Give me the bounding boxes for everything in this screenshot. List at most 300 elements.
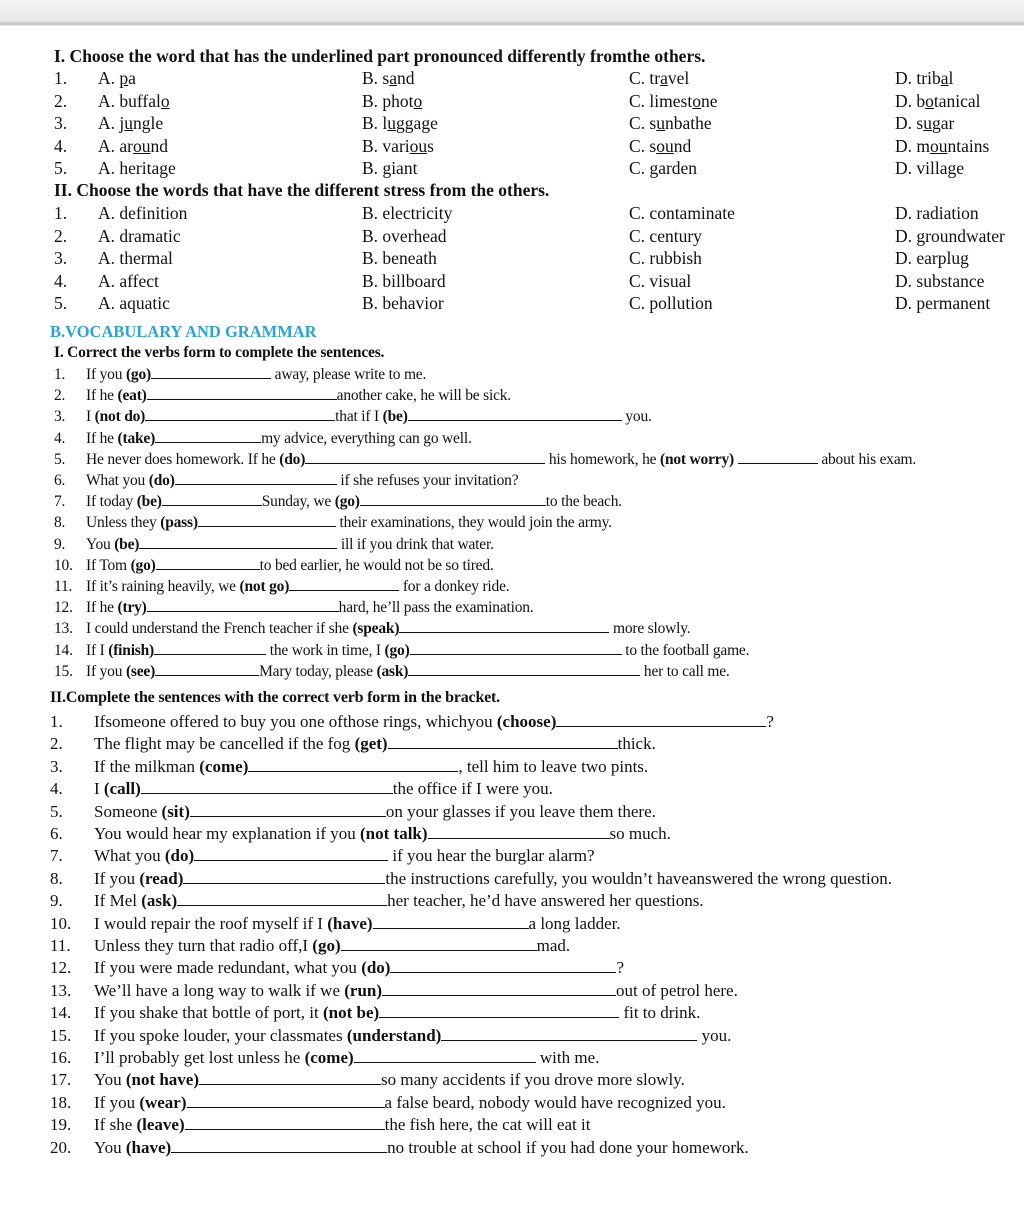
sentence: [94, 779, 553, 799]
sentence: [86, 451, 916, 469]
answer-blank[interactable]: [428, 837, 610, 839]
sentence-text: The flight may be cancelled if the fog: [94, 734, 355, 754]
verb-hint: (not have): [125, 1070, 200, 1090]
underlined-part: a: [940, 68, 949, 88]
option-text: nbathe: [664, 113, 712, 133]
answer-blank[interactable]: [388, 747, 618, 749]
sentence-text: to bed earlier, he would not be so tired.: [259, 556, 494, 574]
answer-option-b[interactable]: B. electricity: [362, 203, 453, 223]
option-text: gar: [931, 113, 955, 133]
option-text: nd: [397, 68, 415, 88]
option-text: vel: [667, 68, 690, 88]
option-text: ne: [700, 90, 718, 111]
answer-option-c[interactable]: [629, 158, 697, 179]
answer-option-b[interactable]: [362, 136, 434, 157]
verb-hint: (understand): [346, 1025, 442, 1045]
sentence: [86, 557, 494, 575]
sentence-number: 18.: [50, 1092, 72, 1112]
underlined-part: o: [160, 90, 170, 111]
sentence-text: their examinations, they would join the army.: [335, 514, 612, 532]
underlined-part: ou: [132, 135, 151, 156]
sentence-text: mad.: [536, 936, 571, 955]
sentence-text: I: [86, 408, 95, 426]
sentence-text: Sunday, we: [261, 493, 335, 511]
answer-option-d[interactable]: D. substance: [895, 270, 985, 291]
verb-hint: (sit): [161, 801, 190, 821]
answer-option-a[interactable]: A. definition: [98, 203, 188, 223]
section-b-heading: B.VOCABULARY AND GRAMMAR: [50, 322, 317, 341]
option-text: a: [128, 68, 136, 88]
sentence-text: If you spoke louder, your classmates: [94, 1025, 347, 1045]
sentence-text: You: [94, 1070, 126, 1090]
part2-title: II. Choose the words that have the different stress from the others.: [54, 180, 550, 200]
answer-option-b[interactable]: [362, 68, 415, 89]
sentence-text: a false beard, nobody would have recognized you.: [384, 1092, 726, 1112]
sentence-number: 9.: [54, 535, 66, 553]
option-text: e: [167, 158, 176, 178]
sentence: [94, 1138, 749, 1158]
answer-option-c[interactable]: C. visual: [629, 270, 692, 291]
answer-blank[interactable]: [139, 547, 337, 549]
sentence-text: so many accidents if you drove more slowly.: [381, 1070, 685, 1090]
sentence-text: If Tom: [86, 556, 131, 574]
option-text: ntains: [947, 135, 990, 156]
sentence-text: What you: [86, 472, 149, 489]
verb-hint: (choose): [496, 712, 557, 731]
sentence-number: 2.: [54, 387, 66, 405]
sentence-text: thick.: [617, 734, 656, 754]
sentence: [94, 981, 738, 1001]
sentence-text: I would repair the roof myself if I: [94, 913, 328, 933]
verb-hint: (be): [114, 535, 140, 553]
sentence-text: If you: [94, 868, 140, 888]
answer-blank[interactable]: [194, 859, 388, 861]
sentence-number: 8.: [54, 514, 66, 532]
answer-option-d[interactable]: [895, 136, 989, 157]
answer-blank[interactable]: [305, 462, 545, 464]
sentence-text: I could understand the French teacher if she: [86, 620, 353, 638]
verb-hint: (come): [304, 1048, 354, 1067]
answer-blank[interactable]: [154, 653, 266, 655]
option-text: A. j: [98, 113, 125, 133]
sentence-text: If you: [86, 366, 126, 383]
answer-option-c[interactable]: [629, 91, 717, 112]
verb-hint: (not be): [322, 1003, 380, 1023]
sentence-number: 12.: [54, 599, 73, 617]
answer-blank[interactable]: [408, 419, 622, 421]
answer-option-c[interactable]: [629, 68, 689, 89]
verb-hint: (do): [148, 472, 175, 489]
sentence-text: If he: [86, 429, 118, 447]
verb-hint: (wear): [139, 1092, 187, 1112]
verb-hint: (go): [130, 556, 156, 574]
answer-blank[interactable]: [354, 1061, 536, 1063]
sentence: [86, 387, 511, 405]
underlined-part: o: [692, 90, 701, 111]
answer-option-d[interactable]: [895, 113, 954, 134]
answer-option-a[interactable]: [98, 68, 136, 89]
sentence-number: 7.: [54, 493, 66, 511]
answer-blank[interactable]: [155, 441, 261, 443]
answer-blank[interactable]: [441, 1039, 697, 1041]
sentence-text: so much.: [609, 824, 671, 843]
sentence-text: If you shake that bottle of port, it: [94, 1003, 323, 1023]
question-number: 5.: [54, 293, 68, 313]
option-text: B. l: [362, 113, 388, 133]
sentence-number: 2.: [50, 734, 63, 754]
answer-blank[interactable]: [410, 653, 622, 655]
question-number: 4.: [54, 270, 68, 291]
underlined-part: u: [923, 113, 932, 133]
verb-hint: (pass): [160, 514, 198, 532]
answer-blank[interactable]: [341, 949, 537, 951]
answer-blank[interactable]: [155, 674, 259, 676]
answer-option-d[interactable]: [895, 91, 981, 112]
underlined-part: u: [387, 113, 397, 133]
underlined-part: g: [382, 158, 392, 178]
option-text: D. b: [895, 90, 926, 111]
sentence-text: What you: [94, 846, 165, 866]
answer-option-a[interactable]: [98, 113, 163, 134]
verb-hint: (have): [125, 1137, 172, 1157]
option-text: l: [948, 68, 954, 88]
answer-option-a[interactable]: [98, 136, 168, 157]
answer-blank[interactable]: [390, 971, 616, 973]
answer-option-a[interactable]: [98, 158, 176, 179]
sentence-number: 8.: [50, 868, 63, 888]
verb-hint: (be): [382, 408, 408, 426]
answer-blank[interactable]: [360, 504, 546, 506]
option-text: C.: [629, 158, 650, 178]
option-text: ggage: [396, 113, 438, 133]
verb-hint: (get): [354, 734, 388, 754]
underlined-part: a: [389, 68, 398, 88]
sentence-text: He never does homework. If he: [86, 450, 280, 468]
sentence-text: Unless they: [86, 514, 161, 532]
answer-blank[interactable]: [162, 504, 262, 506]
option-text: nd: [673, 135, 692, 156]
sentence-number: 13.: [50, 980, 72, 1000]
answer-blank[interactable]: [183, 882, 385, 884]
sentence: [86, 642, 749, 660]
sentence: [94, 936, 570, 956]
answer-blank[interactable]: [177, 904, 387, 906]
vocab1-title: I. Correct the verbs form to complete the sentences.: [54, 344, 385, 361]
sentence-number: 16.: [50, 1048, 72, 1067]
verb-hint: (do): [164, 846, 195, 866]
option-text: C. limest: [629, 90, 693, 111]
option-text: D. trib: [895, 68, 941, 88]
verb-hint: (eat): [117, 387, 147, 405]
sentence-number: 6.: [54, 472, 66, 489]
sentence: [86, 408, 652, 426]
sentence-number: 1.: [54, 366, 66, 383]
sentence-number: 1.: [50, 712, 63, 731]
sentence-text: for a donkey ride.: [399, 578, 510, 595]
answer-option-c[interactable]: C. rubbish: [629, 248, 702, 268]
answer-blank[interactable]: [248, 770, 458, 772]
verb-hint: (ask): [141, 891, 178, 911]
verb-hint: (go): [384, 641, 410, 659]
answer-option-d[interactable]: D. groundwater: [895, 225, 1005, 246]
answer-blank[interactable]: [147, 610, 339, 612]
answer-blank[interactable]: [399, 631, 609, 633]
answer-blank[interactable]: [187, 1106, 385, 1108]
sentence-number: 13.: [54, 620, 73, 638]
part1-title: I. Choose the word that has the underlined part pronounced differently fromthe others.: [54, 46, 706, 66]
sentence-number: 11.: [54, 578, 73, 595]
sentence: [94, 757, 648, 777]
sentence-text: If he: [86, 599, 118, 617]
sentence-text: Mary today, please: [259, 662, 377, 680]
sentence: [94, 1115, 590, 1135]
answer-blank[interactable]: [556, 725, 766, 727]
answer-option-c[interactable]: C. contaminate: [629, 203, 735, 223]
sentence: [94, 891, 704, 911]
answer-option-d[interactable]: D. radiation: [895, 203, 979, 223]
sentence-number: 20.: [50, 1137, 72, 1157]
sentence-text: You would hear my explanation if you: [94, 824, 360, 843]
answer-option-b[interactable]: B. overhead: [362, 225, 447, 246]
sentence: [94, 914, 621, 934]
answer-option-d[interactable]: D. permanent: [895, 293, 991, 313]
sentence: [94, 846, 595, 866]
sentence-text: If I: [86, 641, 109, 659]
sentence: [94, 1026, 731, 1046]
sentence-number: 5.: [50, 801, 63, 821]
answer-option-d[interactable]: [895, 68, 953, 89]
sentence-text: if you hear the burglar alarm?: [388, 846, 595, 866]
verb-hint: (see): [125, 662, 156, 680]
answer-blank[interactable]: [198, 525, 336, 527]
answer-option-d[interactable]: D. earplug: [895, 248, 969, 268]
option-text: s: [427, 135, 434, 156]
option-text: D. s: [895, 113, 924, 133]
question-number: 3.: [54, 113, 68, 133]
sentence-text: Ifsomeone offered to buy you one ofthose rings, whichyou: [94, 712, 497, 731]
answer-blank[interactable]: [199, 1083, 381, 1085]
verb-hint: (run): [344, 980, 383, 1000]
sentence: [94, 869, 892, 889]
answer-option-a[interactable]: A. affect: [98, 270, 159, 291]
sentence-text: that if I: [335, 408, 383, 426]
verb-hint: (take): [117, 429, 156, 447]
sentence-text: her teacher, he’d have answered her questions.: [387, 891, 704, 911]
sentence: [86, 514, 612, 532]
sentence-number: 4.: [50, 779, 63, 799]
option-text: A. ar: [98, 135, 133, 156]
verb-hint: (not do): [94, 408, 146, 426]
verb-hint: (go): [125, 366, 151, 383]
sentence-text: hard, he’ll pass the examination.: [338, 599, 534, 617]
sentence-number: 15.: [54, 662, 73, 680]
sentence-text: away, please write to me.: [270, 366, 427, 383]
sentence-text: a long ladder.: [528, 913, 621, 933]
answer-option-a[interactable]: A. thermal: [98, 248, 173, 268]
sentence-text: no trouble at school if you had done your homework.: [387, 1137, 749, 1157]
underlined-part: p: [119, 68, 129, 88]
answer-option-b[interactable]: [362, 158, 417, 179]
option-text: C. tr: [629, 68, 661, 88]
option-text: B. phot: [362, 90, 414, 111]
sentence-text: If you: [86, 662, 126, 680]
sentence: [86, 493, 622, 511]
sentence-text: If he: [86, 387, 118, 405]
sentence-text: I’ll probably get lost unless he: [94, 1048, 305, 1067]
sentence-text: on your glasses if you leave them there.: [385, 801, 656, 821]
sentence-number: 7.: [50, 846, 63, 866]
sentence-text: If you were made redundant, what you: [94, 958, 362, 978]
sentence-text: his homework, he: [545, 450, 660, 468]
answer-blank[interactable]: [185, 1128, 385, 1130]
underlined-part: o: [413, 90, 423, 111]
sentence-text: the fish here, the cat will eat it: [384, 1115, 591, 1135]
sentence-text: you.: [621, 408, 652, 426]
sentence-number: 3.: [50, 756, 63, 776]
verb-hint: (do): [361, 958, 391, 978]
option-text: B.: [362, 158, 383, 178]
verb-hint: (try): [117, 599, 147, 617]
sentence: [86, 578, 509, 596]
sentence-text: If Mel: [94, 891, 142, 911]
sentence-text: out of petrol here.: [616, 980, 738, 1000]
answer-blank[interactable]: [175, 483, 337, 485]
answer-blank[interactable]: [171, 1151, 387, 1153]
sentence-text: We’ll have a long way to walk if we: [94, 980, 345, 1000]
answer-option-c[interactable]: C. pollution: [629, 293, 713, 313]
answer-blank[interactable]: [379, 1016, 619, 1018]
answer-blank[interactable]: [147, 398, 337, 400]
question-number: 4.: [54, 135, 68, 156]
sentence-text: ?: [766, 712, 774, 731]
sentence: [86, 430, 472, 448]
sentence-number: 15.: [50, 1025, 72, 1045]
answer-option-b[interactable]: B. billboard: [362, 270, 446, 291]
verb-hint: (not go): [239, 578, 290, 595]
answer-option-b[interactable]: [362, 113, 438, 134]
answer-blank[interactable]: [408, 674, 640, 676]
underlined-part: g: [649, 158, 659, 178]
underlined-part: ou: [930, 135, 948, 156]
verb-hint: (not worry): [659, 450, 734, 468]
answer-option-b[interactable]: B. beneath: [362, 248, 437, 268]
underlined-part: ou: [656, 135, 674, 156]
answer-blank[interactable]: [151, 377, 271, 379]
sentence-number: 6.: [50, 824, 63, 843]
option-text: C. s: [629, 135, 657, 156]
answer-blank[interactable]: [289, 589, 399, 591]
verb-hint: (speak): [352, 620, 400, 638]
verb-hint: (leave): [136, 1115, 185, 1135]
sentence-text: [734, 451, 738, 468]
sentence: [86, 366, 426, 384]
option-text: A. buffal: [98, 90, 161, 111]
sentence-text: my advice, everything can go well.: [261, 429, 472, 447]
answer-option-a[interactable]: A. aquatic: [98, 293, 170, 313]
answer-blank[interactable]: [141, 792, 393, 794]
option-text: D. m: [895, 135, 930, 156]
sentence-text: If today: [86, 493, 137, 511]
sentence-number: 4.: [54, 429, 66, 447]
answer-option-b[interactable]: [362, 91, 422, 112]
sentence: [94, 1093, 726, 1113]
option-text: B. vari: [362, 135, 410, 156]
sentence-text: about his exam.: [817, 450, 917, 468]
sentence-number: 17.: [50, 1070, 72, 1090]
sentence-text: You: [86, 535, 115, 553]
sentence: [94, 958, 624, 978]
answer-option-b[interactable]: B. behavior: [362, 293, 444, 313]
sentence-text: If she: [94, 1115, 137, 1135]
question-number: 2.: [54, 90, 68, 111]
sentence-text: to the beach.: [545, 493, 622, 511]
sentence-number: 14.: [50, 1003, 72, 1023]
answer-option-a[interactable]: [98, 91, 170, 112]
answer-blank[interactable]: [738, 462, 818, 464]
sentence-number: 14.: [54, 641, 73, 659]
underlined-part: u: [656, 113, 665, 133]
sentence-text: If it’s raining heavily, we: [86, 578, 240, 595]
sentence-text: Unless they turn that radio off,I: [94, 936, 313, 955]
option-text: A. herita: [98, 158, 160, 178]
answer-option-c[interactable]: [629, 113, 712, 134]
option-text: ngle: [133, 113, 164, 133]
answer-blank[interactable]: [382, 994, 616, 996]
sentence-text: fit to drink.: [619, 1003, 701, 1023]
underlined-part: u: [124, 113, 133, 133]
verb-hint: (be): [136, 493, 162, 511]
sentence-text: you.: [697, 1025, 732, 1045]
option-text: B. s: [362, 68, 390, 88]
question-number: 5.: [54, 158, 68, 178]
sentence: [86, 536, 494, 554]
verb-hint: (ask): [376, 662, 409, 680]
verb-hint: (call): [103, 779, 141, 799]
underlined-part: a: [660, 68, 668, 88]
sentence-text: If the milkman: [94, 756, 200, 776]
underlined-part: o: [925, 90, 934, 111]
sentence-number: 12.: [50, 958, 72, 978]
answer-option-a[interactable]: A. dramatic: [98, 225, 181, 246]
option-text: C. s: [629, 113, 657, 133]
verb-hint: (have): [327, 913, 373, 933]
answer-option-d[interactable]: [895, 158, 964, 179]
verb-hint: (go): [312, 936, 341, 955]
question-number: 1.: [54, 203, 68, 223]
answer-blank[interactable]: [373, 927, 529, 929]
answer-option-c[interactable]: C. century: [629, 225, 702, 246]
sentence: [94, 712, 774, 732]
option-text: nd: [150, 135, 168, 156]
option-text: D. villa: [895, 158, 948, 178]
sentence-number: 9.: [50, 891, 63, 911]
sentence: [86, 472, 518, 490]
answer-blank[interactable]: [190, 815, 386, 817]
sentence-text: Someone: [94, 801, 162, 821]
sentence-text: ?: [616, 958, 625, 978]
sentence-text: the work in time, I: [266, 641, 385, 659]
sentence: [94, 1070, 685, 1090]
underlined-part: g: [159, 158, 168, 178]
sentence-text: You: [94, 1137, 126, 1157]
answer-option-c[interactable]: [629, 136, 691, 157]
answer-blank[interactable]: [145, 419, 335, 421]
sentence-text: the office if I were you.: [392, 779, 553, 799]
underlined-part: g: [947, 158, 957, 178]
sentence-text: another cake, he will be sick.: [336, 387, 511, 405]
answer-blank[interactable]: [156, 568, 260, 570]
verb-hint: (do): [279, 450, 306, 468]
